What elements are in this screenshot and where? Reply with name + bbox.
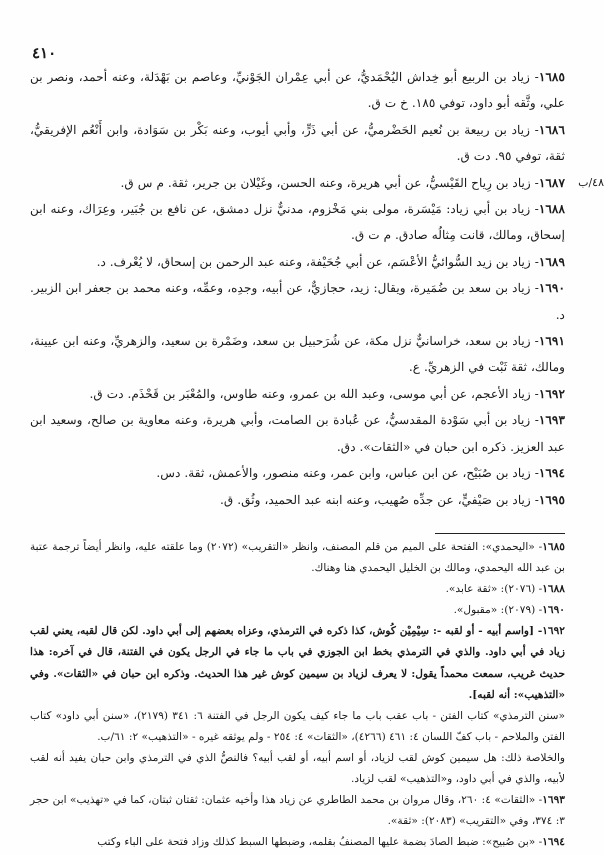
entry bbox=[30, 117, 565, 170]
footnote-text: - «اليحمدي»: الفتحة على الميم من قلم المصنف، وانظر «التقريب» (٢٠٧٢) وما علقته عليه، وانظر أيضاً ترجمة عتبة بن عبد الله اليحمدي، ومالك بن الخليل اليحمدي هنا وهناك. bbox=[30, 541, 565, 575]
footnote bbox=[30, 706, 565, 748]
entry-number: ١٦٩١ bbox=[538, 334, 565, 349]
entry-text: - زياد بن رِياح القَيْسيُّ، عن أبي هريرة، وعنه الحسن، وغَيْلان بن جرير، ثقة. م س ق. bbox=[120, 175, 539, 190]
entry-text: - زياد بن زيد السُّوائيُّ الأعْسَم، عن أبي جُحَيْفة، وعنه عبد الرحمن بن إسحاق، لا يُعْرف. د. bbox=[96, 254, 539, 269]
entry bbox=[30, 381, 565, 407]
entry-text: - زياد بن أبي سَوْدة المقدسيُّ، عن عُبادة بن الصامت، وأبي هريرة، وعنه معاوية بن صالح، وسعيد ابن عبد العزيز. ذكره ابن حبان في «الثقات». دق. bbox=[30, 413, 565, 454]
footnote-text: - [واسم أبيه - أو لقبه -: سِيْمِيْن كُوش، كذا ذكره في الترمذي، وعزاه بعضهم إلى أبي داود. لكن قال لقبه، يعني لقب زياد في أبي داود. والذي في الترمذي بخط ابن الجوزي في باب ما جاء في الرجل يكون في الفتنة، قال في آخره: هذا حديث غريب، سمعت محمداً يقول: لا يعرف لزياد بن سيمين كوش غير هذا الحديث. وذكره ابن حبان في «الثقات». وفي «التذهيب»: أنه لقبه]. bbox=[30, 625, 565, 701]
entry bbox=[30, 64, 565, 117]
footnotes bbox=[30, 537, 565, 853]
page-number: ٤١٠ bbox=[32, 44, 57, 62]
footnote-number: ١٦٩٠ bbox=[542, 604, 565, 617]
footnote-text: والخلاصة ذلك: هل سيمين كوش لقب لزياد، أو اسم أبيه، أو لقب أبيه؟ فالنصُّ الذي في الترمذي وابن حبان يفيد أنه لقب لأبيه، والذي في أبي داود، و«التذهيب» لقب لزياد. bbox=[30, 751, 565, 786]
entry bbox=[30, 170, 604, 196]
entry bbox=[30, 196, 565, 249]
footnote bbox=[30, 621, 565, 705]
entry-number: ١٦٨٩ bbox=[538, 254, 565, 269]
footnote bbox=[30, 748, 565, 790]
entry-number: ١٦٩٥ bbox=[538, 492, 565, 507]
entry bbox=[30, 407, 565, 460]
footnote-text: «سنن الترمذي» كتاب الفتن - باب عقب باب ما جاء كيف يكون الرجل في الفتنة ٦: ٣٤١ (٢١٧٩)، «سنن أبي داود» كتاب الفتن والملاحم - باب كفّ اللسان ٤: ٤٦١ (٤٢٦٦)، «الثقات» ٤: ٢٥٤ - ولم يوثقه غيره - «التذهيب» ٢: ٦١/ب. bbox=[30, 709, 565, 743]
footnote-text: - (٢٠٧٩): «مقبول». bbox=[453, 604, 543, 617]
footnote bbox=[30, 579, 565, 600]
entry-text: - زياد الأعجم، عن أبي موسى، وعبد الله بن عمرو، وعنه طاوس، والمُعْبَر بن قَحْذَم. دت ق. bbox=[89, 386, 539, 401]
entry bbox=[30, 249, 565, 275]
footnote-text: - «بن صُبيح»: ضبط الصادَ بضمة عليها المصنفُ بقلمه، وضبطها السبط كذلك وزاد فتحة على الباء وكتب bbox=[97, 836, 543, 849]
footnote-number: ١٦٩٣ bbox=[542, 794, 565, 807]
entry bbox=[30, 275, 565, 328]
entry-text: - زياد بن ربيعة بن نُعيم الحَضْرميُّ، عن أبي ذَرٍّ، وأبي أيوب، وعنه بَكْر بن سَوَادة، وابن أَنْعُم الإفريقيُّ، ثقة، توفي ٩٥. دت ق. bbox=[30, 122, 565, 164]
entry-text: - زياد بن الربيع أبو خِداش اليُحْمَديُّ، عن أبي عِمْران الجَوْنيِّ، وعاصم بن بَهْدَلة، وعنه أحمد، ونصر بن علي، وثَّقه أبو داود، توفي ١٨٥. خ ت ق. bbox=[30, 70, 565, 111]
footnote-number: ١٦٨٨ bbox=[542, 583, 565, 596]
footnote-separator bbox=[435, 533, 565, 534]
entry-text: - زياد بن صُبَيْح، عن ابن عباس، وابن عمر، وعنه منصور، والأعمش، ثقة. دس. bbox=[156, 466, 539, 481]
entry bbox=[30, 460, 565, 486]
entry-text: - زياد بن سعد بن ضُمَيرة، ويقال: زيد، حجازيٌّ، عن أبيه، وجدِه، وعمِّه، وعنه محمد بن جعفر ابن الزبير. د. bbox=[30, 281, 565, 322]
footnote-number: ١٦٨٥ bbox=[542, 541, 565, 553]
entry-number: ١٦٩٢ bbox=[538, 386, 565, 401]
footnote bbox=[30, 832, 565, 853]
biography-entries bbox=[30, 64, 604, 513]
footnote bbox=[30, 600, 565, 621]
entry-number: ١٦٨٥ bbox=[538, 70, 565, 84]
footnote-text: - «الثقات» ٤: ٢٦٠، وقال مروان بن محمد الطاطري عن زياد هذا وأخيه عثمان: ثقتان ثبتان، كما في «تهذيب» ابن حجر ٣: ٣٧٤، وفي «التقريب» (٢٠٨٣): «ثقة». bbox=[30, 794, 565, 828]
entry-number: ١٦٩٣ bbox=[538, 413, 565, 428]
footnote-text: - (٢٠٧٦): «ثقة عابد». bbox=[445, 583, 543, 596]
margin-folio-mark: ٤٨/ب bbox=[578, 175, 604, 189]
footnote bbox=[30, 790, 565, 832]
entry-text: - زياد بن أبي زياد: مَيْسَرة، مولى بني مَخْزوم، مدنيٌّ نزل دمشق، عن نافع بن جُبَير، وعِرَاك، وعنه ابن إسحاق، ومالك، قانت مِثالُه صادق. م ت ق. bbox=[30, 202, 565, 243]
entry bbox=[30, 328, 565, 381]
entry bbox=[30, 487, 565, 513]
footnote bbox=[30, 537, 565, 579]
entry-number: ١٦٨٦ bbox=[538, 122, 565, 137]
entry-number: ١٦٩٤ bbox=[538, 466, 565, 481]
entry-number: ١٦٨٧ bbox=[538, 175, 565, 190]
entry-text: - زياد بن سعد، خراسانيٌّ نزل مكة، عن شُرَحبيل بن سعد، وضَمْرة بن سعيد، والزهريِّ، وعنه ابن عيينة، ومالك، ثقة ثَبْت في الزهريِّ. ع. bbox=[30, 334, 565, 375]
entry-text: - زياد بن صَيْفيٍّ، عن جدِّه صُهيب، وعنه ابنه عبد الحميد، وثُق. ق. bbox=[220, 492, 539, 507]
footnote-number: ١٦٩٤ bbox=[542, 836, 565, 849]
entry-number: ١٦٨٨ bbox=[538, 202, 565, 217]
footnote-number: ١٦٩٢ bbox=[542, 625, 565, 638]
entry-number: ١٦٩٠ bbox=[538, 281, 565, 296]
